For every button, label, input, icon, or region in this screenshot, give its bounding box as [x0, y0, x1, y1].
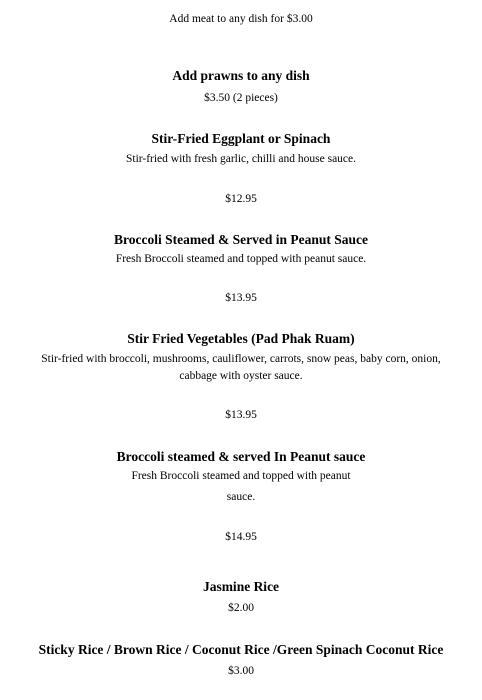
menu-item-price: $13.95: [225, 292, 257, 304]
menu-item-description: cabbage with oyster sauce.: [179, 370, 303, 382]
menu-item-price: $13.95: [225, 409, 257, 421]
menu-item-description: sauce.: [226, 491, 256, 503]
menu-item-price: $12.95: [225, 193, 257, 205]
menu-item-name: Broccoli steamed & served In Peanut sauce: [116, 449, 366, 464]
menu-item-description: Stir-fried with broccoli, mushrooms, cauliflower, carrots, snow peas, baby corn, onion,: [41, 353, 441, 365]
menu-item-name: Sticky Rice / Brown Rice / Coconut Rice /Green Spinach Coconut Rice: [38, 642, 444, 657]
menu-item-name: Jasmine Rice: [202, 579, 280, 594]
add-prawns-title: Add prawns to any dish: [172, 68, 310, 83]
menu-item-name: Broccoli Steamed & Served in Peanut Sauce: [114, 232, 368, 247]
menu-item-price: $3.00: [228, 665, 254, 677]
menu-item-price: $14.95: [225, 531, 257, 543]
menu-item-price: $2.00: [228, 602, 254, 614]
menu-item-description: Stir-fried with fresh garlic, chilli and house sauce.: [125, 153, 357, 165]
menu-item-name: Stir Fried Vegetables (Pad Phak Ruam): [127, 331, 355, 346]
add-prawns-price: $3.50 (2 pieces): [204, 92, 278, 104]
menu-item-description: Fresh Broccoli steamed and topped with peanut sauce.: [115, 253, 367, 265]
menu-item-description: Fresh Broccoli steamed and topped with peanut: [131, 470, 351, 482]
menu-item-name: Stir-Fried Eggplant or Spinach: [151, 131, 331, 146]
add-meat-note: Add meat to any dish for $3.00: [169, 13, 313, 25]
